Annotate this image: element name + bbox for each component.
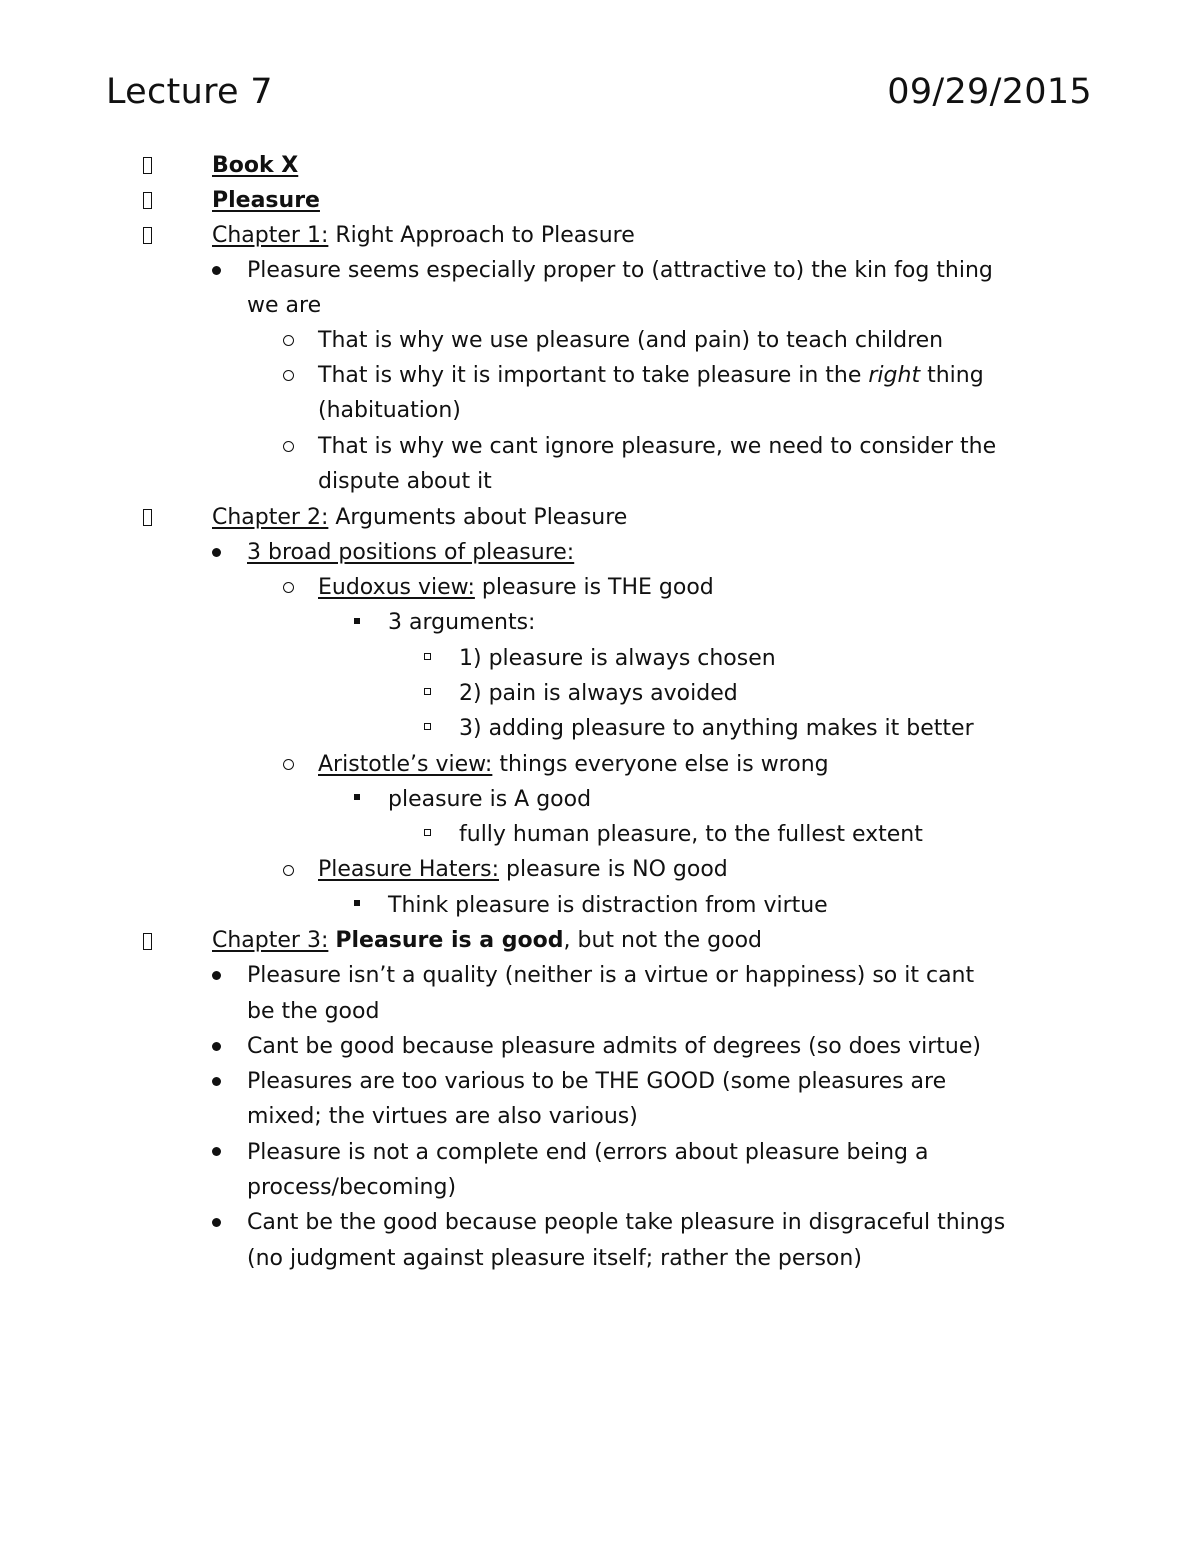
bullet-icon: [212, 971, 221, 980]
list-item: That is why we use pleasure (and pain) to teach children: [318, 328, 944, 353]
view-text: pleasure is NO good: [499, 857, 728, 882]
chapter-label: Chapter 3:: [212, 928, 329, 953]
list-item: 3 arguments:: [388, 610, 536, 635]
lecture-date: 09/29/2015: [887, 72, 1092, 112]
list-item: 3) adding pleasure to anything makes it better: [459, 716, 974, 741]
sub-bullet-icon: [283, 582, 294, 593]
list-item: 2) pain is always avoided: [459, 681, 738, 706]
hollow-square-bullet-icon: [424, 688, 431, 695]
list-item: Pleasures are too various to be THE GOOD (some pleasures are: [247, 1069, 947, 1094]
list-item: Pleasure seems especially proper to (attractive to) the kin fog thing: [247, 258, 993, 283]
hollow-square-bullet-icon: [424, 829, 431, 836]
outline-marker-icon: [143, 509, 152, 526]
list-item: Cant be good because pleasure admits of degrees (so does virtue): [247, 1034, 981, 1059]
lecture-title: Lecture 7: [106, 72, 273, 112]
view-label: Pleasure Haters:: [318, 857, 499, 882]
sub-bullet-icon: [283, 441, 294, 452]
list-item-continued: we are: [247, 293, 322, 318]
list-item: pleasure is A good: [388, 787, 592, 812]
positions-heading: 3 broad positions of pleasure:: [247, 540, 575, 565]
chapter-title: Arguments about Pleasure: [328, 505, 628, 530]
list-item-continued: (no judgment against pleasure itself; rather the person): [247, 1246, 862, 1271]
hollow-square-bullet-icon: [424, 653, 431, 660]
hollow-square-bullet-icon: [424, 723, 431, 730]
list-item-continued: mixed; the virtues are also various): [247, 1104, 638, 1129]
list-item: [247, 535, 574, 570]
outline-marker-icon: [143, 227, 152, 244]
list-item-continued: process/becoming): [247, 1175, 457, 1200]
list-item: Pleasure isn’t a quality (neither is a virtue or happiness) so it cant: [247, 963, 975, 988]
chapter-label: Chapter 1:: [212, 223, 329, 248]
outline-item-topic: [212, 183, 320, 218]
list-item: Cant be the good because people take pleasure in disgraceful things: [247, 1210, 1006, 1235]
chapter-title: Right Approach to Pleasure: [328, 223, 635, 248]
outline-marker-icon: [143, 192, 152, 209]
view-text: things everyone else is wrong: [492, 752, 829, 777]
bullet-icon: [212, 1042, 221, 1051]
list-item: [318, 852, 728, 887]
list-item: fully human pleasure, to the fullest extent: [459, 822, 923, 847]
chapter-3-heading: [212, 923, 762, 958]
chapter-label: Chapter 2:: [212, 505, 329, 530]
square-bullet-icon: [354, 900, 360, 906]
square-bullet-icon: [354, 618, 360, 624]
outline-item-book: [212, 148, 298, 183]
view-label: Aristotle’s view:: [318, 752, 493, 777]
list-item: [318, 570, 714, 605]
emphasis-text: right: [868, 363, 921, 388]
text-run: thing: [920, 363, 984, 388]
list-item-continued: dispute about it: [318, 469, 492, 494]
chapter-1-heading: [212, 218, 635, 253]
chapter-bold-title: Pleasure is a good: [335, 928, 564, 953]
outline-marker-icon: [143, 933, 152, 950]
list-item-continued: be the good: [247, 999, 380, 1024]
bullet-icon: [212, 1077, 221, 1086]
sub-bullet-icon: [283, 759, 294, 770]
square-bullet-icon: [354, 794, 360, 800]
bullet-icon: [212, 1147, 221, 1156]
list-item: Think pleasure is distraction from virtue: [388, 893, 828, 918]
bullet-icon: [212, 266, 221, 275]
list-item-continued: (habituation): [318, 398, 461, 423]
chapter-title: , but not the good: [563, 928, 762, 953]
sub-bullet-icon: [283, 865, 294, 876]
list-item: 1) pleasure is always chosen: [459, 646, 776, 671]
text-run: That is why it is important to take pleasure in the: [318, 363, 869, 388]
view-text: pleasure is THE good: [474, 575, 714, 600]
outline-marker-icon: [143, 157, 152, 174]
topic-heading: Pleasure: [212, 188, 320, 213]
list-item: [318, 358, 984, 393]
sub-bullet-icon: [283, 335, 294, 346]
list-item: [318, 747, 829, 782]
book-heading: Book X: [212, 153, 299, 178]
bullet-icon: [212, 1218, 221, 1227]
list-item: Pleasure is not a complete end (errors about pleasure being a: [247, 1140, 929, 1165]
list-item: That is why we cant ignore pleasure, we need to consider the: [318, 434, 997, 459]
bullet-icon: [212, 548, 221, 557]
sub-bullet-icon: [283, 370, 294, 381]
chapter-2-heading: [212, 500, 627, 535]
view-label: Eudoxus view:: [318, 575, 475, 600]
